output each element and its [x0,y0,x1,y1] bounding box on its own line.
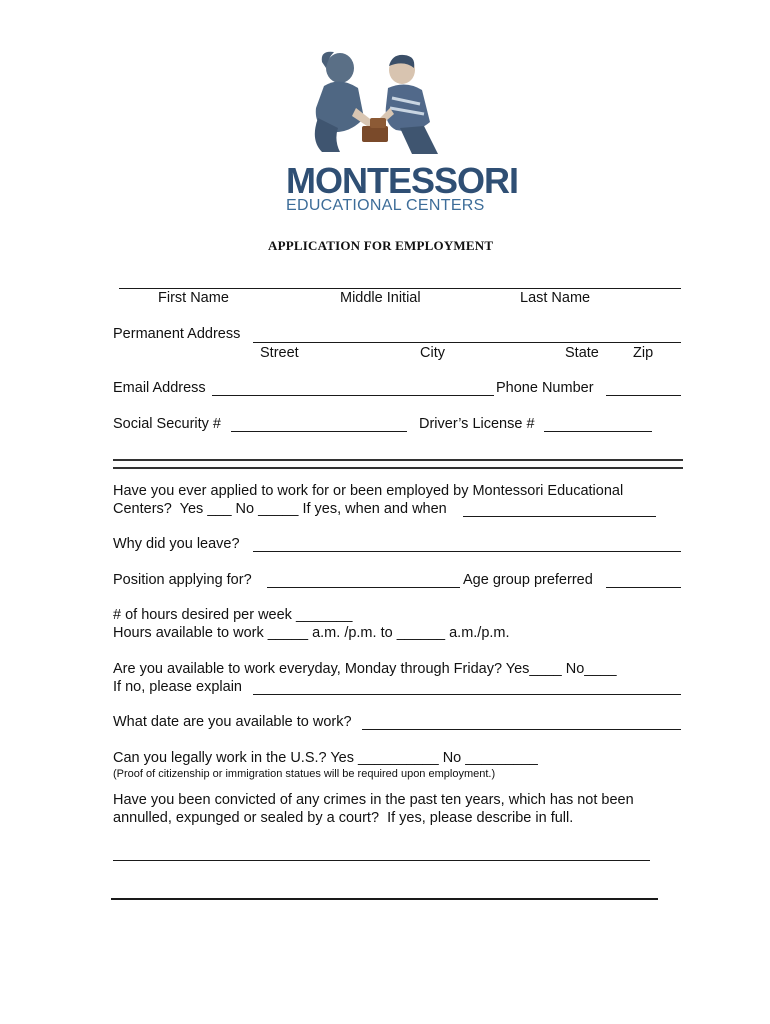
availability-question: Are you available to work everyday, Monday through Friday? Yes____ No____ [113,661,617,677]
name-input-line[interactable] [119,288,681,289]
position-label: Position applying for? [113,572,252,588]
zip-label: Zip [633,345,654,361]
email-input-line[interactable] [212,395,494,396]
position-input-line[interactable] [267,587,460,588]
prior-employment-question: Have you ever applied to work for or been employed by Montessori Educational [113,483,624,499]
street-label: Street [260,345,299,361]
explain-label: If no, please explain [113,679,242,695]
address-label: Permanent Address [113,326,241,342]
children-playing-icon [300,48,460,160]
ssn-input-line[interactable] [231,431,407,432]
page-title: APPLICATION FOR EMPLOYMENT [268,238,494,253]
section-divider [113,459,683,469]
middle-initial-label: Middle Initial [340,290,421,306]
prior-dates-input-line[interactable] [463,516,656,517]
logo-wordmark: MONTESSORI [286,160,519,201]
ssn-label: Social Security # [113,416,221,432]
crimes-input-line-2[interactable] [111,898,658,900]
last-name-label: Last Name [520,290,591,306]
phone-label: Phone Number [496,380,594,396]
start-date-label: What date are you available to work? [113,714,352,730]
phone-input-line[interactable] [606,395,681,396]
age-group-label: Age group preferred [463,572,593,588]
crimes-question-cont: annulled, expunged or sealed by a court? If yes, please describe in full. [113,810,574,826]
legal-note: (Proof of citizenship or immigration statues will be required upon employment.) [113,768,496,780]
start-date-input-line[interactable] [362,729,681,730]
first-name-label: First Name [158,290,229,306]
address-input-line[interactable] [253,342,681,343]
why-leave-label: Why did you leave? [113,536,240,552]
hours-available-label: Hours available to work _____ a.m. /p.m. to ______ a.m./p.m. [113,625,510,641]
license-label: Driver’s License # [419,416,535,432]
logo-subtitle: EDUCATIONAL CENTERS [286,197,485,214]
age-group-input-line[interactable] [606,587,681,588]
legal-work-question: Can you legally work in the U.S.? Yes __________ No _________ [113,750,538,766]
state-label: State [565,345,599,361]
license-input-line[interactable] [544,431,652,432]
crimes-input-line-1[interactable] [113,860,650,861]
crimes-question: Have you been convicted of any crimes in the past ten years, which has not been [113,792,634,808]
city-label: City [420,345,445,361]
prior-employment-question-cont: Centers? Yes ___ No _____ If yes, when and when [113,501,447,517]
hours-desired-label: # of hours desired per week _______ [113,607,353,623]
email-label: Email Address [113,380,206,396]
explain-input-line[interactable] [253,694,681,695]
why-leave-input-line[interactable] [253,551,681,552]
